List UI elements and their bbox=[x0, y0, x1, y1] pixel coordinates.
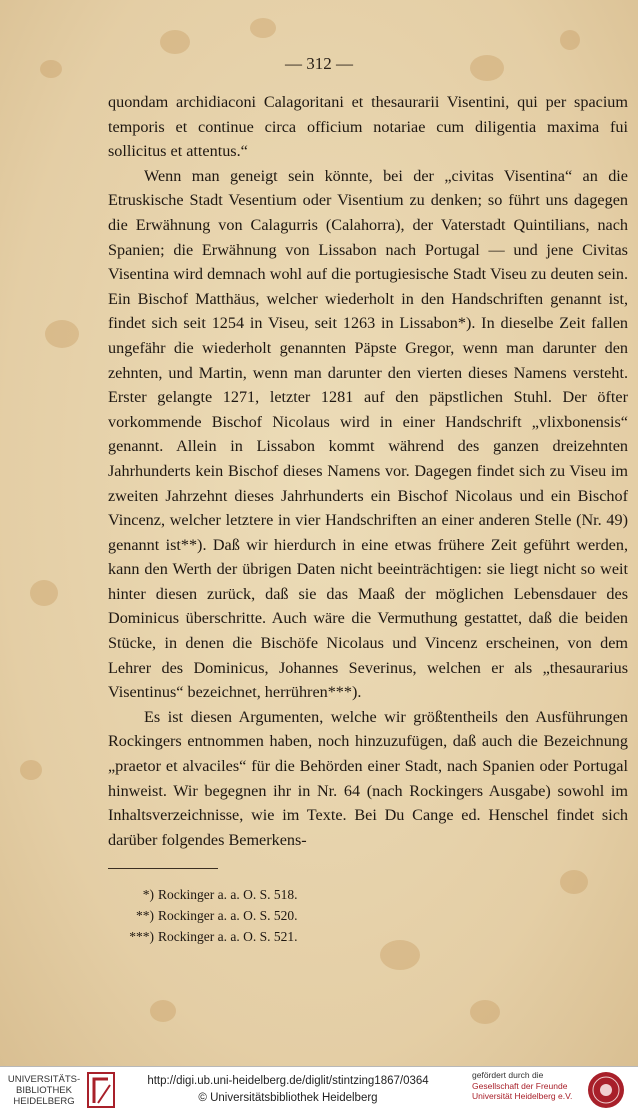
footnote bbox=[126, 926, 297, 947]
digitization-footer bbox=[0, 1066, 638, 1113]
foxing-spot bbox=[150, 1000, 176, 1022]
footnote bbox=[126, 884, 297, 905]
sponsor-credit bbox=[472, 1070, 576, 1102]
footnote-mark: *) bbox=[142, 887, 154, 902]
page-number: — 312 — bbox=[285, 54, 353, 73]
footnote-text: Rockinger a. a. O. S. 518. bbox=[158, 887, 298, 902]
foxing-spot bbox=[250, 18, 276, 38]
library-logo-icon bbox=[86, 1071, 116, 1109]
main-text bbox=[108, 90, 628, 852]
footnote bbox=[126, 905, 297, 926]
sponsor-line: Universität Heidelberg e.V. bbox=[472, 1091, 573, 1101]
sponsor-line: Gesellschaft der Freunde bbox=[472, 1080, 568, 1091]
paragraph: Es ist diesen Argumenten, welche wir größtentheils den Ausführungen Rockingers entnommen haben, noch hinzuzufügen, daß auch die Bezeichnung „praetor et alvaciles“ für die Behörden einer Stadt, nach Spanien oder Portugal hinweist. Wir begegnen ihr in Nr. 64 (nach Rockingers Ausgabe) sowohl im Inhaltsverzeichnisse, wie im Texte. Bei Du Cange ed. Henschel findet sich darüber folgendes Bemerkens- bbox=[108, 707, 628, 849]
university-seal-icon bbox=[586, 1070, 626, 1110]
library-name-line: BIBLIOTHEK bbox=[16, 1085, 72, 1096]
foxing-spot bbox=[45, 320, 79, 348]
footnote-mark: ***) bbox=[129, 929, 154, 944]
library-name-line: UNIVERSITÄTS- bbox=[7, 1074, 81, 1085]
foxing-spot bbox=[380, 940, 420, 970]
foxing-spot bbox=[470, 1000, 500, 1024]
copyright-notice: © Universitätsbibliothek Heidelberg bbox=[198, 1092, 378, 1104]
foxing-spot bbox=[160, 30, 190, 54]
footnotes bbox=[126, 884, 297, 947]
foxing-spot bbox=[560, 30, 580, 50]
footnote-text: Rockinger a. a. O. S. 521. bbox=[158, 929, 298, 944]
foxing-spot bbox=[30, 580, 58, 606]
footnote-mark: **) bbox=[136, 908, 154, 923]
sponsor-intro: gefördert durch die bbox=[472, 1070, 544, 1080]
library-name-line: HEIDELBERG bbox=[13, 1096, 75, 1107]
paragraph: quondam archidiaconi Calagoritani et thesaurarii Visentini, qui per spacium temporis et continue circa officium notariae cum diligentia maxima fui sollicitus et attentus.“ bbox=[108, 93, 628, 161]
library-name bbox=[6, 1074, 82, 1107]
footnote-text: Rockinger a. a. O. S. 520. bbox=[158, 908, 298, 923]
permalink[interactable]: http://digi.ub.uni-heidelberg.de/diglit/stintzing1867/0364 bbox=[147, 1075, 429, 1087]
foxing-spot bbox=[20, 760, 42, 780]
paragraph: Wenn man geneigt sein könnte, bei der „civitas Visentina“ an die Etruskische Stadt Vesentium oder Visentium zu denken; so führt uns dagegen die Erwähnung von Calagurris (Calahorra), der Vaterstadt Quintilians, nach Spanien; die Erwähnung von Lissabon nach Portugal — und jene Civitas Visentina wird demnach wohl auf die portugiesische Stadt Viseu zu deuten sein. Ein Bischof Matthäus, welcher wiederholt in den Handschriften genannt ist, findet sich seit 1254 in Viseu, seit 1263 in Lissabon*). In dieselbe Zeit fallen ungefähr die wiederholt genannten Päpste Gregor, wenn man darunter den zehnten, und Martin, wenn man darunter den vierten dieses Namens versteht. Erster gelangte 1271, letzter 1281 auf den päpstlichen Stuhl. Der öfter vorkommende Bischof Nicolaus wird in einer Handschrift „vlixbonensis“ genannt. Allein in Lissabon kommt während des ganzen dreizehnten Jahrhunderts kein Bischof dieses Namens vor. Dagegen findet sich zu Viseu im zweiten Jahrzehnt dieses Jahrhunderts ein Bischof Nicolaus und ein Bischof Vincenz, welcher letztere in vier Handschriften an einer anderen Stelle (Nr. 49) genannt ist**). Daß wir hierdurch in eine etwas frühere Zeit geführt werden, kann den Werth der übrigen Daten nicht beeinträchtigen: sie liegt nicht so weit hinter diesen zurück, daß sie das Maaß der möglichen Lebensdauer des Dominicus überschritte. Auch wäre die Vermuthung gestattet, daß die beiden Stücke, in denen die Bischöfe Nicolaus und Vincenz erscheinen, von dem Lehrer des Dominicus, Johannes Severinus, welchen er als „thesaurarius Visentinus“ bezeichnet, herrühren***). bbox=[108, 166, 628, 702]
footnote-rule bbox=[108, 868, 218, 869]
foxing-spot bbox=[560, 870, 588, 894]
